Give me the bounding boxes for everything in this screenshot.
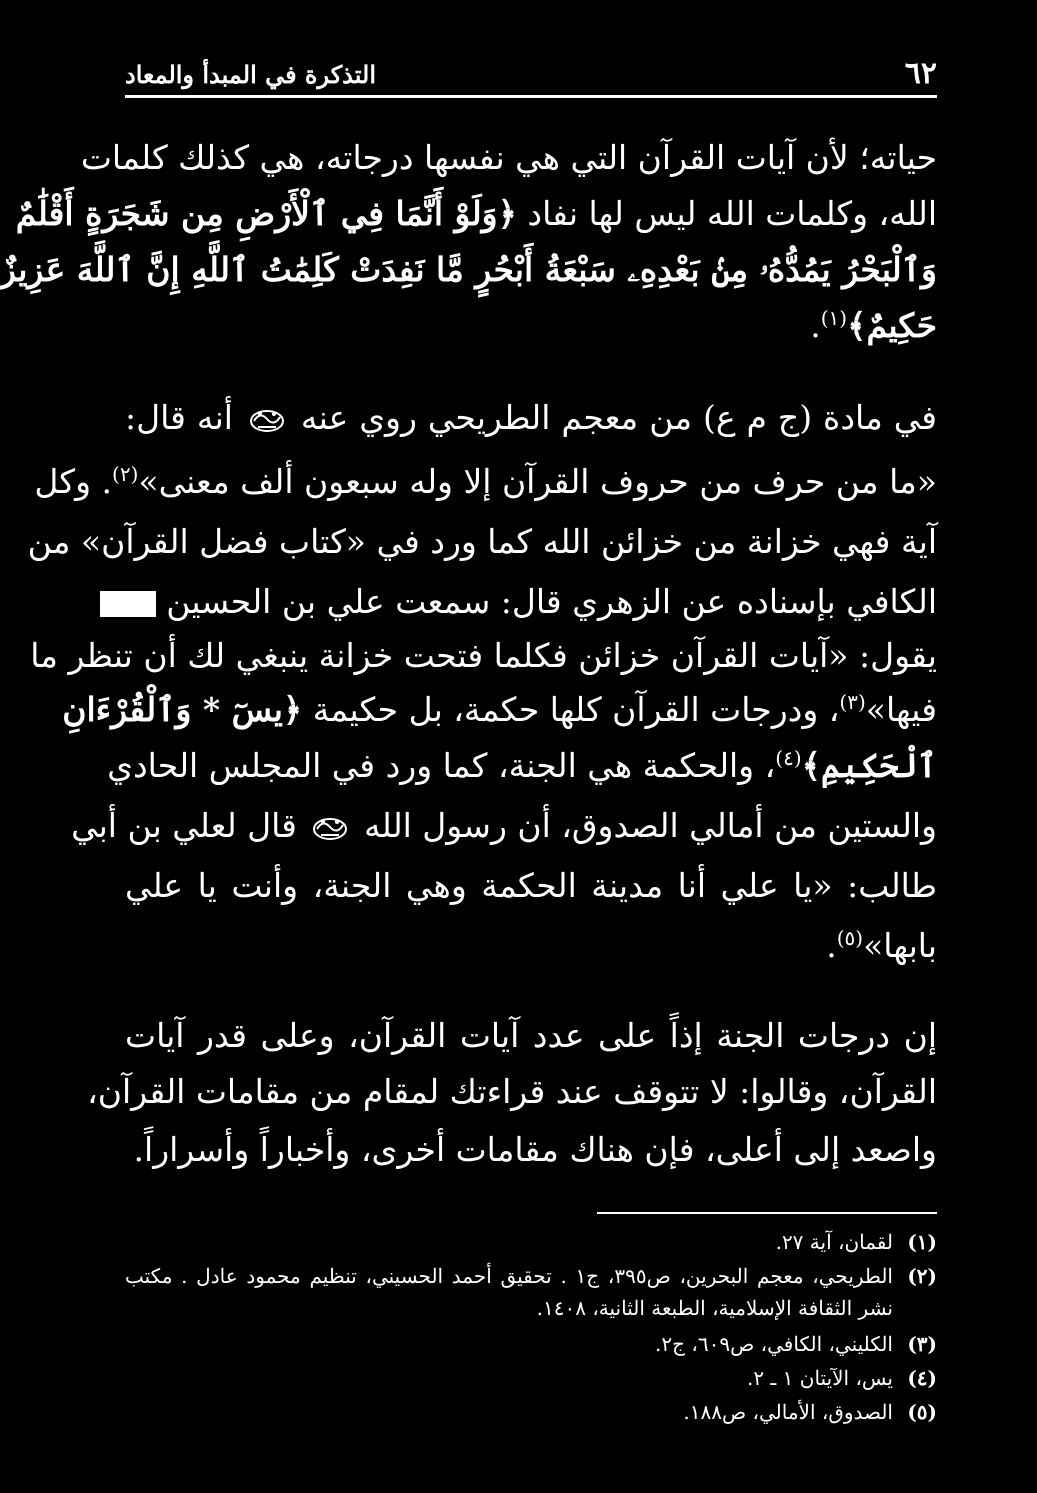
footnote-5 — [125, 1398, 937, 1426]
text: إن درجات الجنة إذاً على عدد آيات القرآن، وعلى قدر آيات — [125, 1016, 937, 1055]
redaction-box — [100, 591, 156, 617]
footnote-1 — [125, 1228, 937, 1256]
footnote-number: (٥) — [907, 1400, 937, 1424]
text: آية فهي خزانة من خزائن الله كما ورد في «كتاب فضل القرآن» من — [27, 522, 937, 561]
body-line-9 — [30, 634, 937, 678]
footnote-text: نشر الثقافة الإسلامية، الطبعة الثانية، ١٤٠٨. — [536, 1296, 893, 1320]
footnote-ref-1: (١) — [820, 306, 848, 330]
quran-verse: وَٱلْبَحْرُ يَمُدُّهُۥ مِنۢ بَعْدِهِۦ سَبْعَةُ أَبْحُرٍ مَّا نَفِدَتْ كَلِمَٰتُ ٱللَّهِ إِنَّ ٱللَّهَ عَزِيزٌ — [0, 250, 937, 289]
body-line-8 — [125, 580, 937, 624]
body-line-11 — [107, 744, 937, 788]
footnote-text: لقمان، آية ٢٧. — [775, 1230, 893, 1254]
body-line-16 — [87, 1070, 937, 1114]
body-line-7 — [27, 520, 937, 564]
header-rule — [125, 95, 937, 98]
quran-verse: ﴿يسٓ * وَٱلْقُرْءَانِ — [62, 690, 303, 729]
body-line-17 — [125, 1128, 937, 1172]
quran-verse: حَكِيمٌ﴾ — [847, 306, 937, 345]
text: يقول: «آيات القرآن خزائن فكلما فتحت خزانة ينبغي لك أن تنظر ما — [30, 636, 937, 675]
page-number: ٦٢ — [904, 56, 937, 91]
body-line-10 — [62, 688, 937, 732]
footnote-text: الصدوق، الأمالي، ص١٨٨. — [683, 1400, 893, 1424]
body-line-15 — [125, 1014, 937, 1058]
salawat-ligature-icon — [311, 813, 349, 843]
text: حياته؛ لأن آيات القرآن التي هي نفسها درجاته، هي كذلك كلمات — [80, 138, 937, 177]
footnote-ref-2: (٢) — [112, 462, 139, 486]
text: . — [826, 926, 837, 965]
text: ، ودرجات القرآن كلها حكمة، بل حكيمة — [312, 690, 840, 729]
body-line-1 — [80, 136, 937, 180]
running-title: التذكرة في المبدأ والمعاد — [125, 60, 376, 89]
footnote-number: (٤) — [907, 1366, 937, 1390]
body-line-6 — [34, 460, 937, 504]
text: القرآن، وقالوا: لا تتوقف عند قراءتك لمقام من مقامات القرآن، — [87, 1072, 937, 1111]
body-line-2 — [15, 192, 937, 236]
text: الله، وكلمات الله ليس لها نفاد — [527, 194, 937, 233]
text: . — [810, 306, 821, 345]
text: الكافي بإسناده عن الزهري قال: سمعت علي بن الحسين — [166, 582, 937, 621]
footnote-number: (٣) — [907, 1332, 937, 1356]
text: قال لعلي بن أبي — [71, 806, 297, 845]
quran-verse: ﴿وَلَوْ أَنَّمَا فِي ٱلْأَرْضِ مِن شَجَرَةٍ أَقْلَٰمٌ — [15, 194, 517, 233]
page-header — [125, 52, 937, 98]
text: في مادة (ج م ع) من معجم الطريحي روي عنه — [300, 398, 938, 437]
footnote-ref-3: (٣) — [839, 690, 866, 714]
footnote-2 — [125, 1262, 937, 1290]
body-line-14 — [125, 924, 937, 968]
text: أنه قال: — [125, 398, 233, 437]
text: والستين من أمالي الصدوق، أن رسول الله — [363, 806, 937, 845]
body-line-4 — [125, 304, 937, 348]
footnote-4 — [125, 1364, 937, 1392]
body-line-5 — [125, 396, 937, 440]
footnote-text: الطريحي، معجم البحرين، ص٣٩٥، ج١ . تحقيق أحمد الحسيني، تنظيم محمود عادل . مكتب — [125, 1264, 893, 1288]
text: . وكل — [34, 462, 112, 501]
footnote-ref-5: (٥) — [836, 926, 864, 950]
text: فيها» — [865, 690, 937, 729]
footnote-number: (٢) — [907, 1264, 937, 1288]
text: طالب: «يا علي أنا مدينة الحكمة وهي الجنة، وأنت يا علي — [125, 866, 937, 905]
body-line-12 — [71, 804, 937, 848]
text: بابها» — [863, 926, 937, 965]
body-line-3 — [0, 248, 937, 292]
quran-verse: ٱلْحَكِيمِ﴾ — [801, 746, 937, 785]
footnote-number: (١) — [907, 1230, 937, 1254]
footnote-3 — [125, 1330, 937, 1358]
text: واصعد إلى أعلى، فإن هناك مقامات أخرى، وأخباراً وأسراراً. — [133, 1130, 937, 1169]
footnote-ref-4: (٤) — [775, 746, 802, 770]
footnote-2-continued — [125, 1294, 937, 1322]
footnote-text: يس، الآيتان ١ ـ ٢. — [746, 1366, 893, 1390]
text: «ما من حرف من حروف القرآن إلا وله سبعون ألف معنى» — [138, 462, 937, 501]
footnote-text: الكليني، الكافي، ص٦٠٩، ج٢. — [655, 1332, 893, 1356]
text: ، والحكمة هي الجنة، كما ورد في المجلس الحادي — [107, 746, 776, 785]
salawat-ligature-icon — [248, 405, 286, 435]
body-line-13 — [125, 864, 937, 908]
footnote-rule — [597, 1212, 937, 1214]
